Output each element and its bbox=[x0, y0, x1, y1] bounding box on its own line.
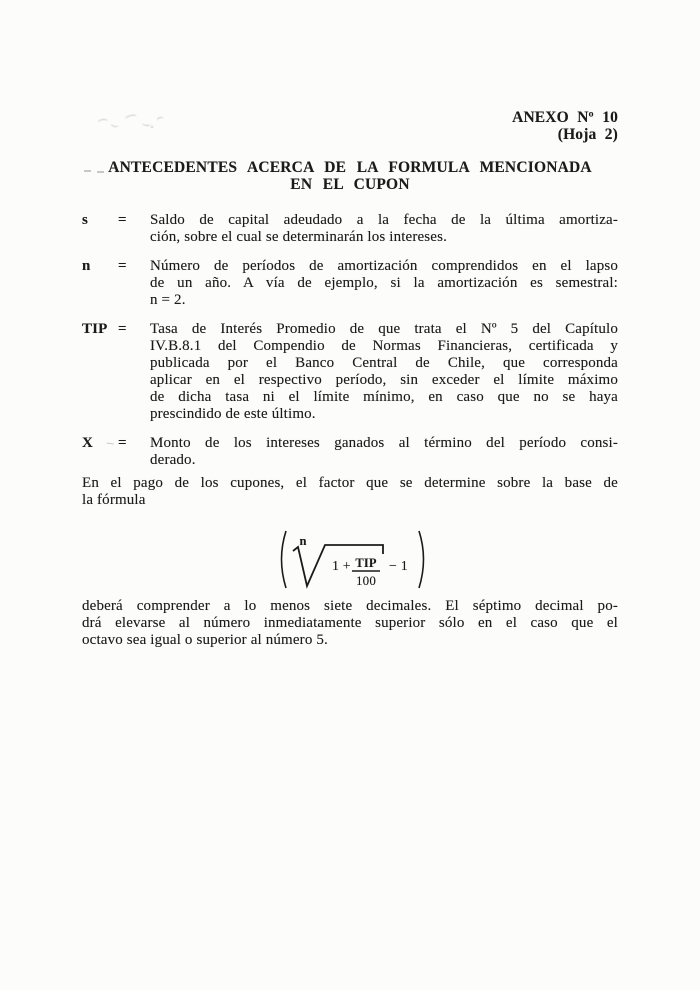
formula-suffix: − 1 bbox=[389, 559, 408, 574]
scan-smudge-mark bbox=[98, 111, 178, 137]
definition-row bbox=[82, 258, 618, 309]
definition-text: Saldo de capital adeudado a la fecha de la última amortiza- ción, sobre el cual se determinarán los intereses. bbox=[150, 212, 618, 245]
equals-sign: = bbox=[118, 212, 127, 228]
fraction-numerator: TIP bbox=[355, 556, 377, 570]
definition-text: Tasa de Interés Promedio de que trata el Nº 5 del Capítulo IV.B.8.1 del Compendio de Normas Financieras, certificada y publicada por el Banco Central de Chile, que corresponda aplicar en el respectivo período, sin exceder el límite máximo de dicha tasa ni el límite mínimo, en caso que no se haya prescindido de este último. bbox=[150, 321, 618, 422]
title-line-1: ANTECEDENTES ACERCA DE LA FORMULA MENCIONADA bbox=[108, 159, 592, 176]
title-line-2: EN EL CUPON bbox=[290, 175, 410, 193]
radicand-prefix: 1 + bbox=[332, 559, 351, 574]
definition-term: n bbox=[82, 258, 91, 274]
definition-term: s bbox=[82, 212, 88, 228]
definition-row bbox=[82, 212, 618, 246]
definition-text: Número de períodos de amortización comprendidos en el lapso de un año. A vía de ejemplo, si la amortización es semestral: n = 2. bbox=[150, 258, 618, 308]
document-title bbox=[82, 160, 618, 193]
equals-sign: = bbox=[118, 321, 127, 337]
definition-term: X bbox=[82, 435, 93, 451]
definition-row bbox=[82, 321, 618, 423]
equals-sign: = bbox=[118, 435, 127, 451]
annex-header bbox=[512, 109, 618, 143]
annex-sheet: (Hoja 2) bbox=[557, 126, 618, 143]
paren-close-glyph bbox=[419, 531, 424, 588]
definition-term: TIP bbox=[82, 321, 108, 337]
formula-figure bbox=[272, 528, 430, 590]
interest-formula bbox=[272, 528, 430, 590]
fraction-denominator: 100 bbox=[356, 573, 376, 588]
root-index: n bbox=[299, 534, 307, 548]
annex-number: ANEXO Nº 10 bbox=[512, 109, 618, 126]
paren-open-glyph bbox=[282, 531, 287, 588]
definition-row bbox=[82, 435, 618, 469]
definition-text: Monto de los intereses ganados al término del período consi- derado. bbox=[150, 435, 618, 468]
definitions-list bbox=[82, 212, 618, 481]
rounding-rule-paragraph: deberá comprender a lo menos siete decimales. El séptimo decimal po- drá elevarse al número inmediatamente superior sólo en el caso que el octavo sea igual o superior al número 5. bbox=[82, 598, 618, 648]
intro-paragraph: En el pago de los cupones, el factor que se determine sobre la base de la fórmula bbox=[82, 475, 618, 508]
equals-sign: = bbox=[118, 258, 127, 274]
